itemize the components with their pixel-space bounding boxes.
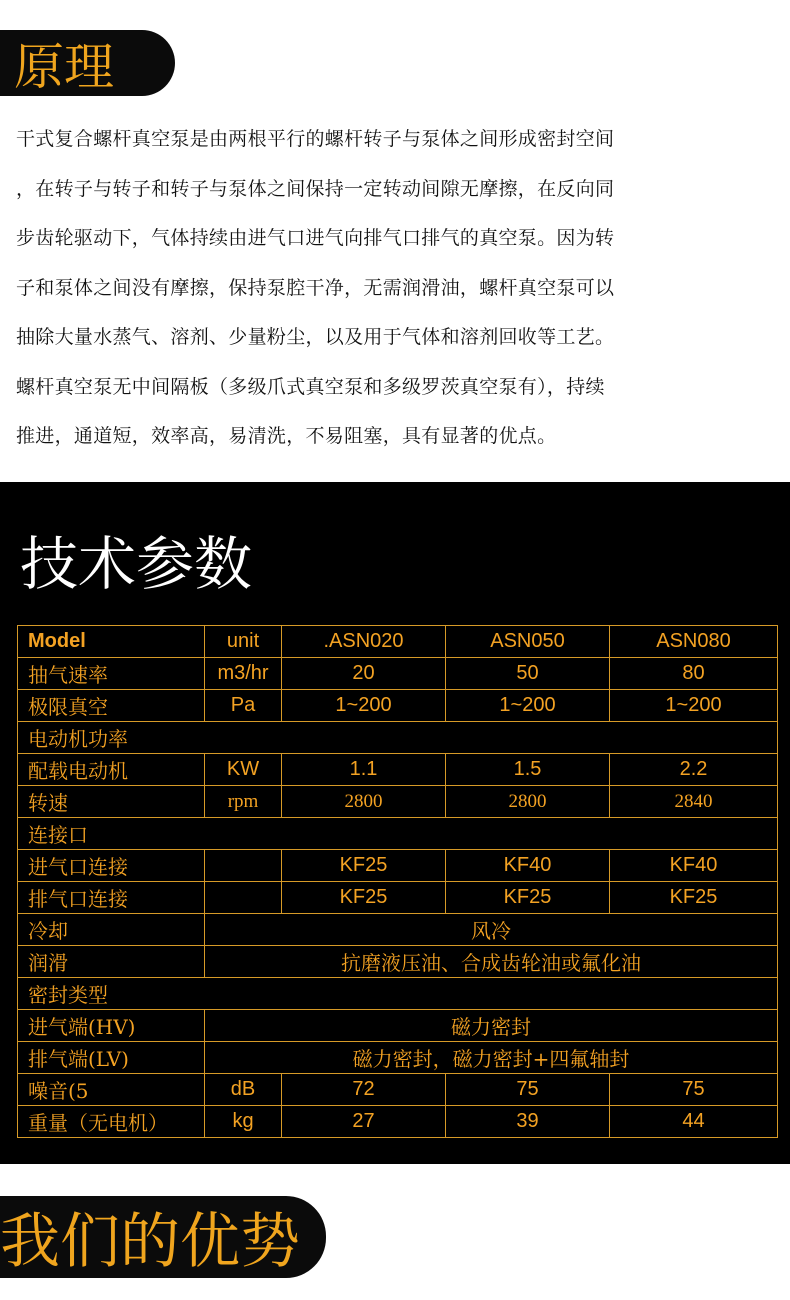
value-cell: 20	[282, 658, 446, 690]
row-label: 极限真空	[18, 690, 205, 722]
row-label: 进气端(HV)	[18, 1010, 205, 1042]
row-label: 排气口连接	[18, 882, 205, 914]
tech-params-section	[0, 482, 790, 1164]
table-header-row	[18, 626, 778, 658]
value-cell: 2800	[282, 786, 446, 818]
value-cell: 72	[282, 1074, 446, 1106]
table-row	[18, 1042, 778, 1074]
table-row	[18, 978, 778, 1010]
value-cell: 50	[446, 658, 610, 690]
value-cell: KF25	[446, 882, 610, 914]
table-row	[18, 786, 778, 818]
value-cell: 1~200	[610, 690, 778, 722]
section-banner-advantages	[0, 1196, 326, 1278]
table-row	[18, 1074, 778, 1106]
section-title: 原理	[14, 38, 114, 96]
row-label: 噪音(5	[18, 1074, 205, 1106]
row-label: 配载电动机	[18, 754, 205, 786]
header-cell: ASN050	[446, 626, 610, 658]
value-cell: 抗磨液压油、合成齿轮油或氟化油	[205, 946, 778, 978]
paragraph-line: 推进，通道短，效率高，易清洗，不易阻塞，具有显著的优点。	[16, 425, 557, 447]
value-cell: KF25	[282, 850, 446, 882]
group-label: 电动机功率	[18, 722, 778, 754]
unit-cell	[205, 850, 282, 882]
value-cell: KF25	[282, 882, 446, 914]
value-cell: 1~200	[282, 690, 446, 722]
value-cell: 75	[446, 1074, 610, 1106]
value-cell: 磁力密封，磁力密封+四氟轴封	[205, 1042, 778, 1074]
value-cell: 1.1	[282, 754, 446, 786]
unit-cell: dB	[205, 1074, 282, 1106]
unit-cell: kg	[205, 1106, 282, 1138]
paragraph-line: 步齿轮驱动下，气体持续由进气口进气向排气口排气的真空泵。因为转	[16, 227, 615, 249]
value-cell: 75	[610, 1074, 778, 1106]
unit-cell	[205, 882, 282, 914]
paragraph-line: 干式复合螺杆真空泵是由两根平行的螺杆转子与泵体之间形成密封空间	[16, 128, 615, 150]
unit-cell: rpm	[205, 786, 282, 818]
row-label: 冷却	[18, 914, 205, 946]
unit-cell: KW	[205, 754, 282, 786]
section-banner-principle	[0, 30, 175, 96]
value-cell: 风冷	[205, 914, 778, 946]
table-row	[18, 722, 778, 754]
header-cell: Model	[18, 626, 205, 658]
value-cell: KF40	[446, 850, 610, 882]
table-row	[18, 754, 778, 786]
table-row	[18, 914, 778, 946]
table-row	[18, 818, 778, 850]
value-cell: 磁力密封	[205, 1010, 778, 1042]
value-cell: 2840	[610, 786, 778, 818]
value-cell: KF40	[610, 850, 778, 882]
table-row	[18, 1010, 778, 1042]
unit-cell: Pa	[205, 690, 282, 722]
paragraph-line: 抽除大量水蒸气、溶剂、少量粉尘，以及用于气体和溶剂回收等工艺。	[16, 326, 615, 348]
header-cell: unit	[205, 626, 282, 658]
principle-paragraph	[16, 118, 778, 465]
row-label: 转速	[18, 786, 205, 818]
row-label: 排气端(LV)	[18, 1042, 205, 1074]
header-cell: .ASN020	[282, 626, 446, 658]
value-cell: 39	[446, 1106, 610, 1138]
value-cell: 27	[282, 1106, 446, 1138]
paragraph-line: 螺杆真空泵无中间隔板（多级爪式真空泵和多级罗茨真空泵有），持续	[16, 375, 605, 398]
value-cell: 44	[610, 1106, 778, 1138]
table-row	[18, 882, 778, 914]
value-cell: 1~200	[446, 690, 610, 722]
table-row	[18, 690, 778, 722]
value-cell: 80	[610, 658, 778, 690]
row-label: 润滑	[18, 946, 205, 978]
paragraph-line: ，在转子与转子和转子与泵体之间保持一定转动间隙无摩擦，在反向同	[16, 177, 615, 200]
value-cell: KF25	[610, 882, 778, 914]
table-row	[18, 1106, 778, 1138]
table-row	[18, 658, 778, 690]
row-label: 抽气速率	[18, 658, 205, 690]
header-cell: ASN080	[610, 626, 778, 658]
group-label: 密封类型	[18, 978, 778, 1010]
spec-table	[17, 625, 778, 1138]
row-label: 进气口连接	[18, 850, 205, 882]
paragraph-line: 子和泵体之间没有摩擦，保持泵腔干净，无需润滑油，螺杆真空泵可以	[16, 276, 615, 299]
section-title: 技术参数	[20, 530, 253, 598]
value-cell: 2.2	[610, 754, 778, 786]
row-label: 重量（无电机）	[18, 1106, 205, 1138]
group-label: 连接口	[18, 818, 778, 850]
value-cell: 1.5	[446, 754, 610, 786]
table-row	[18, 850, 778, 882]
section-title: 我们的优势	[0, 1207, 300, 1277]
unit-cell: m3/hr	[205, 658, 282, 690]
value-cell: 2800	[446, 786, 610, 818]
table-row	[18, 946, 778, 978]
